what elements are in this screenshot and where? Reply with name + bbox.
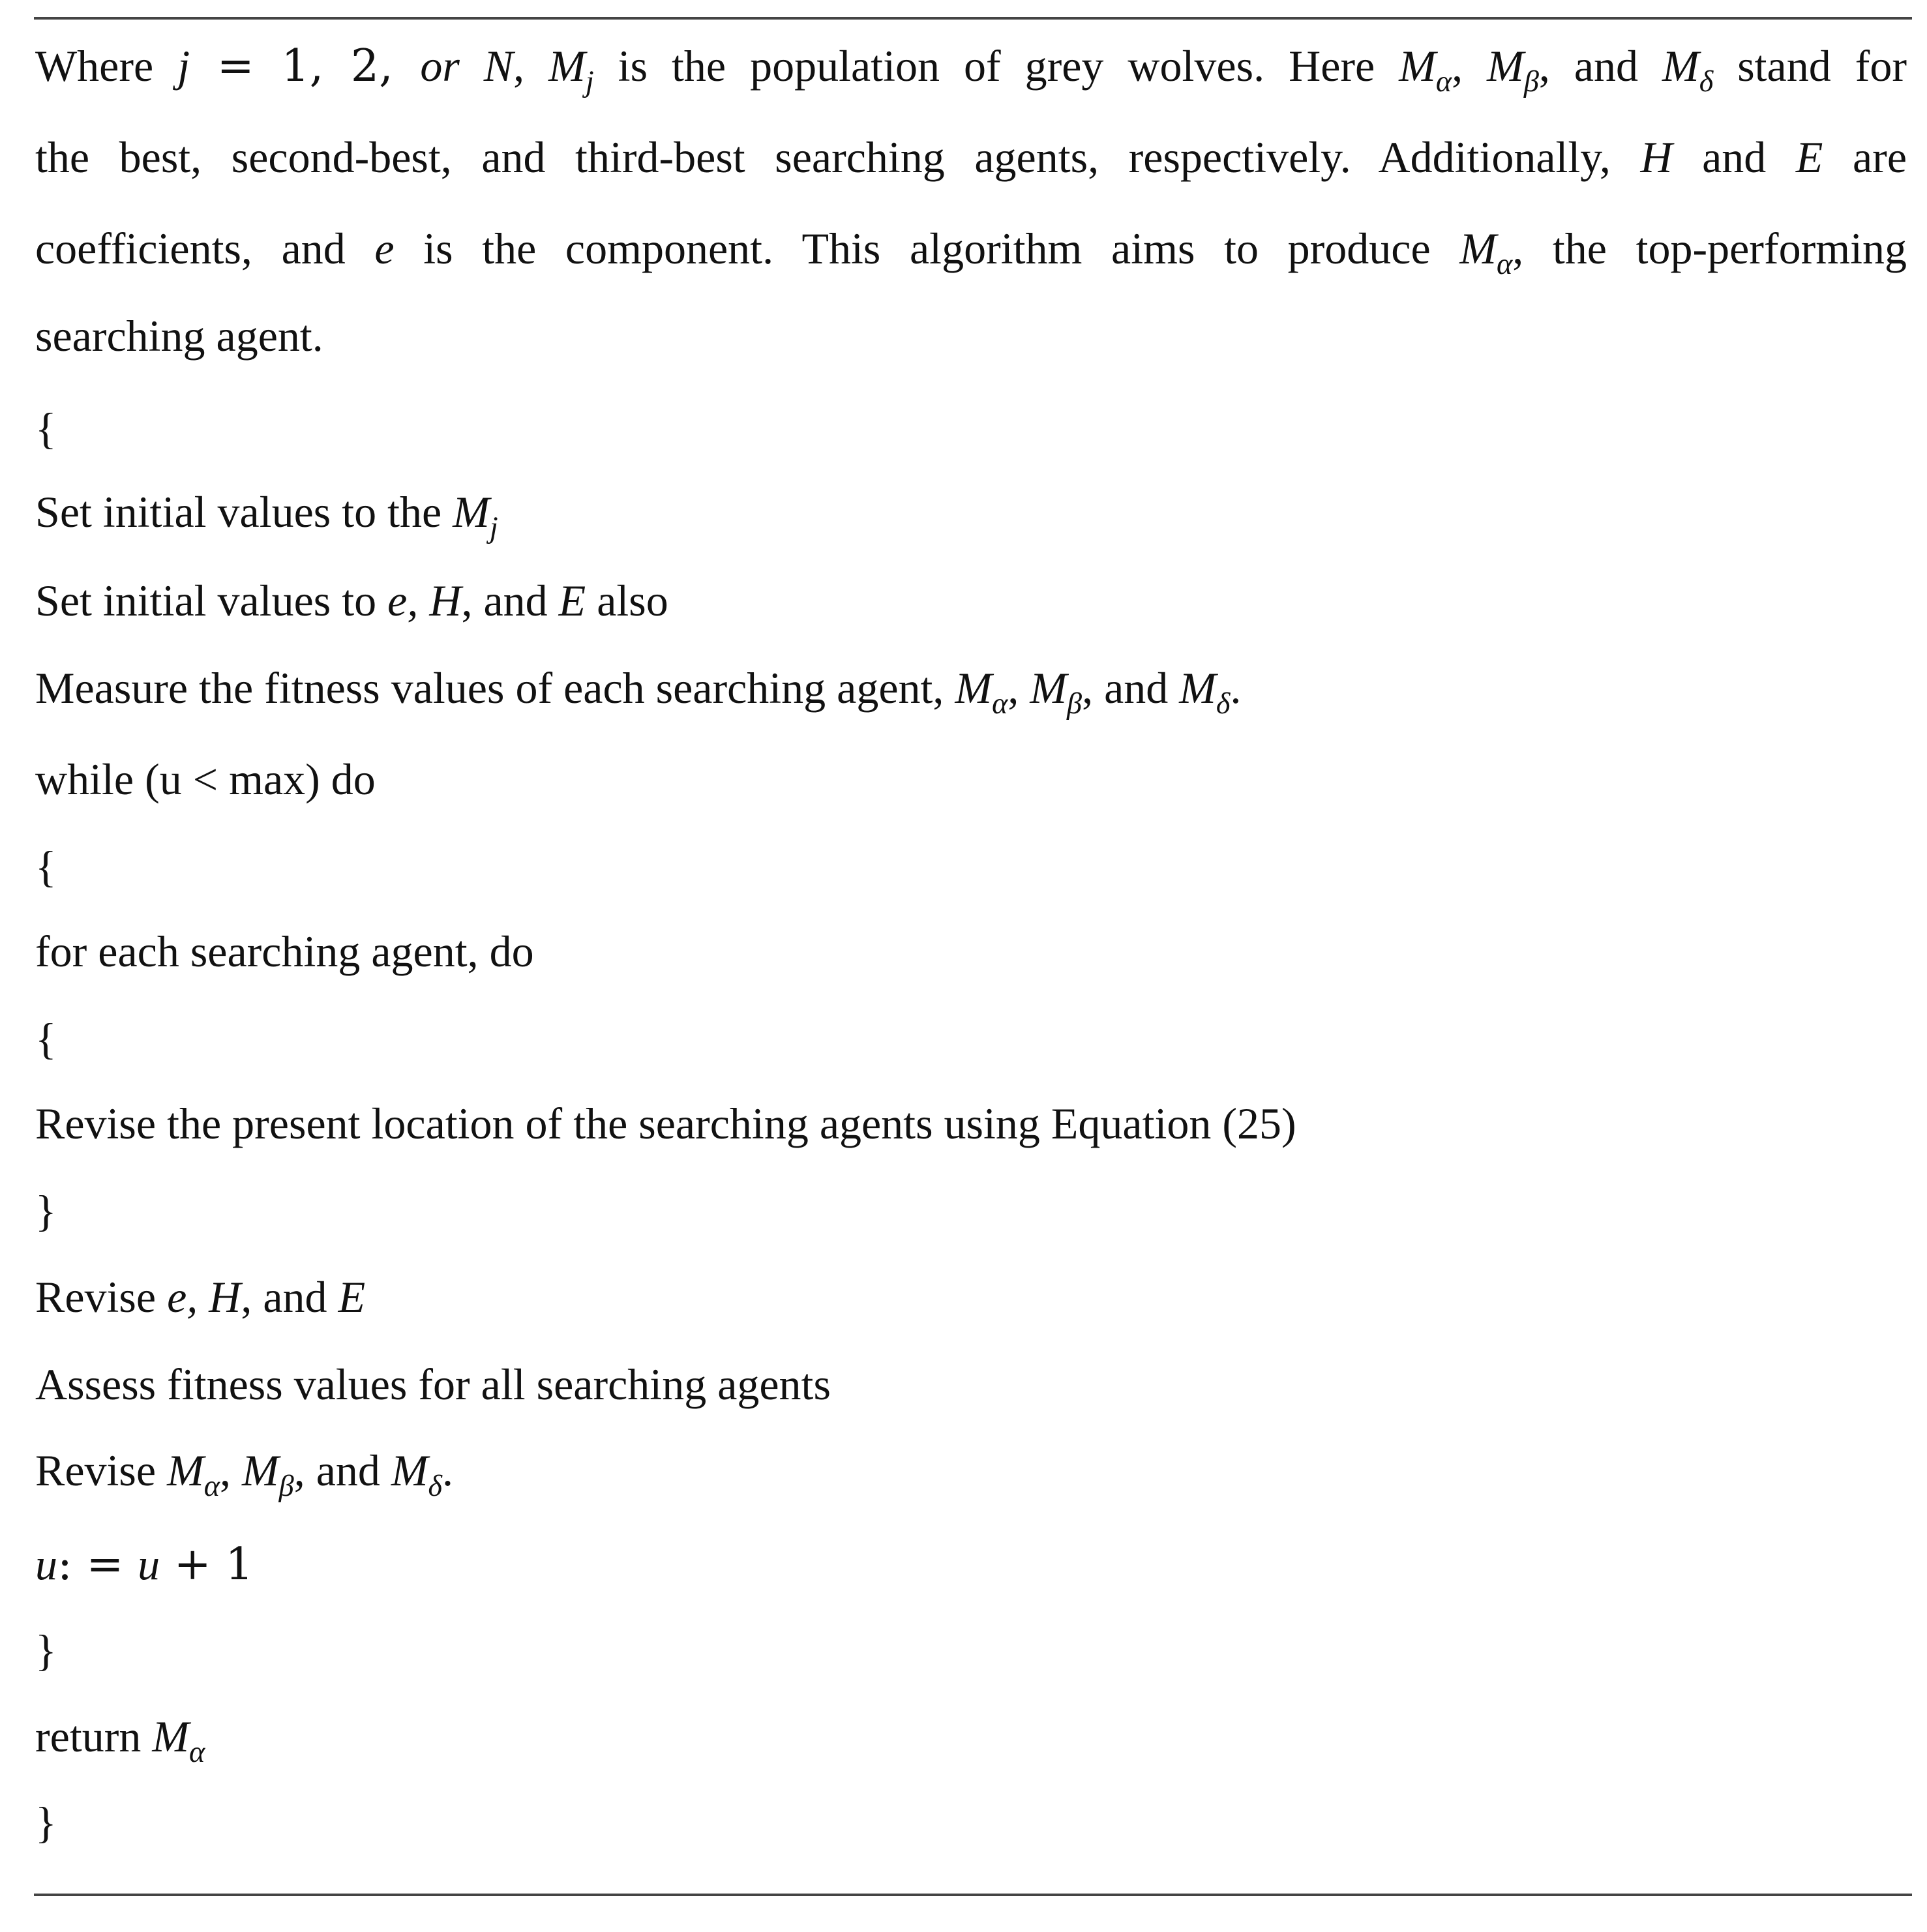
- brace-close: }: [35, 1798, 57, 1847]
- brace-open: {: [35, 404, 57, 453]
- text: Revise: [35, 1446, 168, 1495]
- subscript: α: [1496, 248, 1513, 282]
- algo-line-init-mj: [35, 483, 498, 545]
- paragraph-line-4: searching agent.: [35, 311, 323, 361]
- bottom-rule: [34, 1894, 1912, 1896]
- algo-line-for: for each searching agent, do: [35, 927, 534, 976]
- math-var: M: [242, 1446, 279, 1495]
- text: and: [1672, 132, 1796, 182]
- math-var: E: [558, 576, 586, 625]
- paragraph-line-1: [35, 37, 1907, 99]
- text: Where: [35, 41, 178, 91]
- subscript: α: [1435, 65, 1452, 99]
- math-var: e: [374, 224, 395, 273]
- algo-line-measure: [35, 659, 1242, 721]
- text: are: [1823, 132, 1907, 182]
- text: Measure the fitness values of each searching agent,: [35, 663, 955, 713]
- text: , and: [1538, 41, 1663, 91]
- text: the best, second-best, and third-best searching agents, respectively. Additionally,: [35, 132, 1641, 182]
- subscript: β: [1067, 687, 1083, 721]
- math-var: M: [1179, 663, 1216, 713]
- top-rule: [34, 17, 1912, 20]
- subscript: δ: [1216, 687, 1231, 721]
- text: ,: [1008, 663, 1030, 713]
- algo-line-while: while (u < max) do: [35, 754, 376, 804]
- brace-open: {: [35, 1014, 57, 1063]
- math-var: e, H: [387, 576, 462, 625]
- paragraph-line-3: [35, 219, 1907, 282]
- text: Revise: [35, 1272, 168, 1322]
- subscript: α: [189, 1736, 205, 1770]
- math-text: + 1: [160, 1539, 254, 1590]
- paragraph-line-2: [35, 128, 1907, 186]
- subscript: β: [1523, 65, 1539, 99]
- algo-line-revise-coeff: [35, 1268, 365, 1326]
- algo-line-return: [35, 1707, 205, 1770]
- math-var: E: [1795, 132, 1823, 182]
- text: ,: [1452, 41, 1487, 91]
- math-var: M: [1399, 41, 1436, 91]
- math-var: e, H: [167, 1272, 241, 1322]
- math-var: H: [1640, 132, 1673, 182]
- math-var: M: [955, 663, 993, 713]
- math-var: M: [391, 1446, 428, 1495]
- text: , and: [241, 1272, 338, 1322]
- algo-line-increment: [35, 1535, 254, 1594]
- math-var: or N: [420, 41, 514, 91]
- subscript: δ: [428, 1470, 443, 1504]
- subscript: β: [278, 1470, 294, 1504]
- text: is the population of grey wolves. Here: [593, 41, 1399, 91]
- text: ,: [513, 41, 549, 91]
- math-var: j: [177, 41, 190, 91]
- text: coefficients, and: [35, 224, 375, 273]
- text: Set initial values to the: [35, 487, 453, 537]
- math-var: M: [548, 41, 586, 91]
- algo-line-init-coeff: [35, 571, 668, 630]
- subscript: α: [203, 1470, 220, 1504]
- math-var: M: [1662, 41, 1699, 91]
- algo-line-revise-location: Revise the present location of the searching agents using Equation (25): [35, 1099, 1296, 1148]
- text: .: [442, 1446, 454, 1495]
- brace-close: }: [35, 1626, 57, 1675]
- math-var: M: [1487, 41, 1524, 91]
- math-text: : =: [57, 1539, 138, 1590]
- text: , and: [1082, 663, 1180, 713]
- algo-line-revise-m: [35, 1441, 454, 1504]
- text: also: [586, 576, 668, 625]
- subscript: α: [992, 687, 1008, 721]
- text: , and: [461, 576, 559, 625]
- text: is the component. This algorithm aims to produce: [394, 224, 1460, 273]
- math-var: M: [453, 487, 490, 537]
- text: Set initial values to: [35, 576, 388, 625]
- math-var: M: [152, 1712, 190, 1761]
- text: , the top-performing: [1512, 224, 1907, 273]
- text: return: [35, 1712, 153, 1761]
- math-var: M: [167, 1446, 204, 1495]
- text: ,: [220, 1446, 243, 1495]
- brace-open: {: [35, 842, 57, 891]
- math-var: M: [1030, 663, 1068, 713]
- math-var: u: [138, 1539, 160, 1589]
- text: stand for: [1713, 41, 1907, 91]
- math-var: u: [35, 1539, 57, 1589]
- text: .: [1230, 663, 1242, 713]
- subscript: j: [489, 511, 498, 545]
- brace-close: }: [35, 1186, 57, 1236]
- math-var: M: [1459, 224, 1497, 273]
- subscript: j: [585, 65, 594, 99]
- math-text: = 1, 2,: [190, 40, 421, 92]
- subscript: δ: [1699, 65, 1714, 99]
- text: , and: [293, 1446, 391, 1495]
- algo-line-assess: Assess fitness values for all searching agents: [35, 1360, 831, 1409]
- math-var: E: [338, 1272, 366, 1322]
